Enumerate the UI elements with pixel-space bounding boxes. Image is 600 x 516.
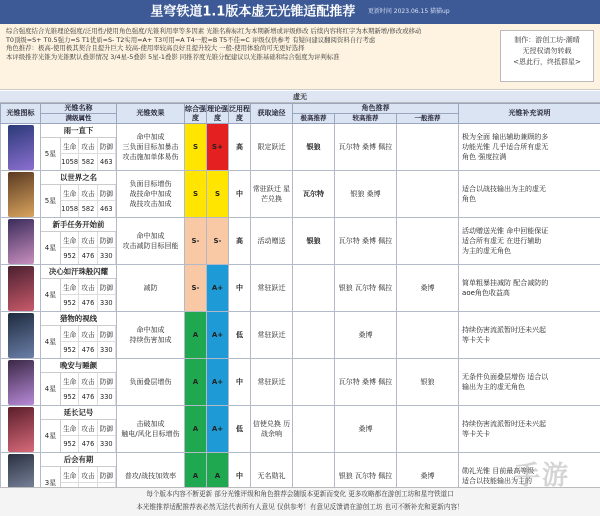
portrait-cell — [1, 312, 41, 359]
effect-cell — [117, 124, 185, 171]
obtain-method: 常驻跃迁 — [251, 312, 293, 359]
table-row — [1, 171, 600, 218]
desc-line: 输出为主的虚无角色 — [462, 383, 526, 391]
lc-rarity: 3星 — [41, 467, 61, 499]
stat-label-def: 防御 — [98, 420, 116, 436]
desc-cell — [459, 171, 600, 218]
role-low — [397, 312, 459, 359]
effect-line: 击破加成 — [136, 420, 165, 428]
lc-name: 猎物的视线 — [41, 312, 116, 326]
role-high: 瓦尔特 — [293, 171, 335, 218]
credit-line: <恩此行，终抵群星> — [513, 58, 581, 66]
info-line: 角色推荐：极高-使用极其契合且提升巨大 较高-使用率较高良好且提升较大 一般-使用体验尚可无更好选择 — [6, 44, 305, 53]
lc-rarity: 4星 — [41, 420, 61, 452]
lc-name: 晚安与睡颜 — [41, 359, 116, 373]
effect-line: 攻击减防目标回能 — [122, 242, 179, 250]
theory-grade: S — [207, 171, 229, 218]
role-low — [397, 171, 459, 218]
stat-label-atk: 攻击 — [79, 138, 97, 154]
effect-line: 战技攻击加成 — [129, 200, 172, 208]
stat-label-hp: 生命 — [61, 420, 79, 436]
lc-rarity: 5星 — [41, 138, 61, 170]
desc-line: 持续伤害流派暂时还未兴起 — [462, 420, 547, 428]
desc-line: 适合以技能输出为主的 — [462, 477, 533, 485]
light-cone-portrait — [8, 125, 34, 170]
effect-cell — [117, 406, 185, 453]
table-row — [1, 124, 600, 171]
lc-name: 后会有期 — [41, 453, 116, 467]
stat-label-atk: 攻击 — [79, 467, 97, 483]
lc-info-cell — [41, 265, 117, 312]
desc-cell — [459, 359, 600, 406]
lc-name: 决心如汗珠般闪耀 — [41, 265, 116, 279]
lc-name: 雨一直下 — [41, 124, 116, 138]
stat-label-hp: 生命 — [61, 138, 79, 154]
stat-def: 330 — [98, 389, 116, 405]
overall-grade: A — [185, 359, 207, 406]
lc-rarity: 4星 — [41, 326, 61, 358]
lc-rarity: 4星 — [41, 232, 61, 264]
col-lc-name: 光锥名称 — [41, 104, 117, 114]
usage-level: 低 — [229, 406, 251, 453]
role-low: 银狼 — [397, 359, 459, 406]
footer-note — [0, 487, 600, 516]
light-cone-portrait — [8, 313, 34, 358]
info-panel — [0, 24, 600, 90]
lc-info-cell — [41, 312, 117, 359]
theory-grade: A+ — [207, 312, 229, 359]
usage-level: 中 — [229, 171, 251, 218]
stat-label-atk: 攻击 — [79, 326, 97, 342]
stat-label-atk: 攻击 — [79, 373, 97, 389]
col-usage: 泛用程度 — [229, 104, 250, 122]
effect-line: 三负面目标加暴击 — [122, 143, 179, 151]
table-row — [1, 265, 600, 312]
stat-label-hp: 生命 — [61, 373, 79, 389]
role-high: 银狼 — [293, 218, 335, 265]
effect-line: 命中加成 — [136, 232, 165, 240]
col-desc: 光锥补充说明 — [459, 104, 600, 124]
stat-label-def: 防御 — [98, 373, 116, 389]
obtain-method: 常驻跃迁 — [251, 265, 293, 312]
desc-line: 适合所有虚无 在进行辅助 — [462, 237, 542, 245]
theory-grade: S+ — [207, 124, 229, 171]
role-mid: 瓦尔特 桑博 佩拉 — [335, 124, 397, 171]
effect-cell — [117, 359, 185, 406]
effect-line: 命中加成 — [136, 326, 165, 334]
stat-label-def: 防御 — [98, 185, 116, 201]
effect-line: 攻击施加单体易伤 — [122, 153, 179, 161]
role-low: 桑博 — [397, 265, 459, 312]
stat-label-hp: 生命 — [61, 232, 79, 248]
footer-line: 每个版本内容不断更新 部分光锥评级和角色推荐会随版本更新而变化 更多攻略都在游创工坊和星穹铁道口 — [146, 490, 454, 498]
obtain-method: 常驻跃迁 — [251, 359, 293, 406]
obtain-method: 信使兑换 历战余响 — [251, 406, 293, 453]
overall-grade: S — [185, 171, 207, 218]
lc-name: 延长记号 — [41, 406, 116, 420]
role-high — [293, 312, 335, 359]
portrait-cell — [1, 171, 41, 218]
col-effect: 光锥效果 — [117, 104, 185, 124]
credit-line: 无授权请勿转载 — [522, 47, 572, 55]
lc-rarity: 4星 — [41, 373, 61, 405]
stat-atk: 476 — [79, 389, 97, 405]
desc-line: 角色 强度拉满 — [462, 153, 507, 161]
theory-grade: S- — [207, 218, 229, 265]
role-high — [293, 406, 335, 453]
desc-cell — [459, 124, 600, 171]
stat-atk: 476 — [79, 295, 97, 311]
desc-line: 无条件负面叠层增伤 适合以 — [462, 373, 549, 381]
stat-hp: 1058 — [61, 201, 79, 217]
role-mid: 桑博 — [335, 406, 397, 453]
lc-name: 新手任务开始前 — [41, 218, 116, 232]
effect-cell — [117, 312, 185, 359]
role-mid: 瓦尔特 桑博 佩拉 — [335, 359, 397, 406]
portrait-cell — [1, 359, 41, 406]
portrait-cell — [1, 124, 41, 171]
lc-info-cell — [41, 171, 117, 218]
col-role-low: 一般推荐 — [397, 114, 459, 124]
usage-level: 中 — [229, 265, 251, 312]
stat-atk: 476 — [79, 342, 97, 358]
stat-label-atk: 攻击 — [79, 232, 97, 248]
usage-level: 中 — [229, 359, 251, 406]
stat-def: 330 — [98, 436, 116, 452]
desc-cell — [459, 312, 600, 359]
role-low — [397, 406, 459, 453]
role-mid: 银狼 瓦尔特 佩拉 — [335, 265, 397, 312]
stat-label-def: 防御 — [98, 326, 116, 342]
desc-line: 等卡关卡 — [462, 336, 491, 344]
effect-line: 战技命中加成 — [129, 190, 172, 198]
overall-grade: S — [185, 124, 207, 171]
lc-rarity: 4星 — [41, 279, 61, 311]
role-mid: 桑博 — [335, 312, 397, 359]
role-low: 桑博 — [397, 453, 459, 500]
desc-cell — [459, 406, 600, 453]
desc-line: 极为全面 输出辅助兼顾的多 — [462, 133, 549, 141]
lc-info-cell — [41, 406, 117, 453]
effect-line: 持续伤害加成 — [129, 336, 172, 344]
theory-grade: A+ — [207, 265, 229, 312]
effect-line: 普攻/战技加效率 — [124, 472, 177, 480]
table-row — [1, 312, 600, 359]
stat-atk: 476 — [79, 248, 97, 264]
stat-hp: 952 — [61, 248, 79, 264]
lc-info-cell — [41, 359, 117, 406]
theory-grade: A — [207, 453, 229, 500]
page-title — [0, 0, 600, 24]
info-line: 本评级推荐光锥为光锥默认叠影情况 3/4星-5叠影 5星-1叠影 同推荐度光锥分配建议以光锥基础和综合强度为评判标准 — [6, 52, 340, 61]
effect-cell — [117, 218, 185, 265]
stat-def: 463 — [98, 154, 116, 170]
light-cone-table — [0, 103, 600, 500]
stat-hp: 1058 — [61, 154, 79, 170]
overall-grade: A — [185, 453, 207, 500]
stat-label-def: 防御 — [98, 232, 116, 248]
desc-line: 功能光锥 几乎适合所有虚无 — [462, 143, 549, 151]
effect-cell — [117, 265, 185, 312]
stat-def: 330 — [98, 248, 116, 264]
desc-line: 活动赠送光锥 命中回能保证 — [462, 227, 549, 235]
lc-name: 以世界之名 — [41, 171, 116, 185]
desc-line: aoe角色收益高 — [462, 289, 510, 297]
usage-level: 高 — [229, 218, 251, 265]
col-icon: 光锥图标 — [1, 104, 41, 124]
stat-hp: 952 — [61, 342, 79, 358]
effect-line: 负面叠层增伤 — [129, 378, 172, 386]
portrait-cell — [1, 406, 41, 453]
stat-atk: 476 — [79, 436, 97, 452]
desc-line: 角色 — [462, 195, 477, 203]
col-role-mid: 较高推荐 — [335, 114, 397, 124]
stat-label-def: 防御 — [98, 467, 116, 483]
overall-grade: S- — [185, 265, 207, 312]
usage-level: 高 — [229, 124, 251, 171]
table-row — [1, 218, 600, 265]
col-theory: 理论强度 — [207, 104, 228, 122]
light-cone-portrait — [8, 407, 34, 452]
table-row — [1, 359, 600, 406]
effect-cell — [117, 171, 185, 218]
desc-line: 持续伤害流派暂时还未兴起 — [462, 326, 547, 334]
update-timestamp: 更新时间 2023.06.15 猫猫up — [367, 8, 450, 15]
light-cone-portrait — [8, 266, 34, 311]
stat-hp: 952 — [61, 295, 79, 311]
effect-line: 负面目标增伤 — [129, 180, 172, 188]
col-obtain: 获取途径 — [251, 104, 293, 124]
col-lc-sub: 满级属性 — [41, 114, 117, 124]
col-overall: 综合强度 — [185, 104, 206, 122]
desc-line: 为主的虚无角色 — [462, 247, 512, 255]
stat-atk: 582 — [79, 201, 97, 217]
role-mid: 银狼 瓦尔特 佩拉 — [335, 453, 397, 500]
effect-line: 减防 — [143, 284, 158, 292]
role-mid: 银狼 桑博 — [335, 171, 397, 218]
overall-grade: A — [185, 406, 207, 453]
title-text: 星穹铁道1.1版本虚无光锥适配推荐 — [150, 4, 356, 20]
portrait-cell — [1, 218, 41, 265]
role-high — [293, 359, 335, 406]
col-role: 角色推荐 — [293, 104, 459, 114]
stat-def: 330 — [98, 295, 116, 311]
credit-box — [500, 30, 594, 82]
lc-info-cell — [41, 124, 117, 171]
effect-line: 命中加成 — [136, 133, 165, 141]
portrait-cell — [1, 265, 41, 312]
stat-hp: 952 — [61, 389, 79, 405]
stat-label-atk: 攻击 — [79, 420, 97, 436]
stat-label-hp: 生命 — [61, 185, 79, 201]
info-line: 综合强度结合光锥理论强度/泛用性/使用角色强度/光锥利用率等多因素 光锥名称标红为本期新增或评级修改 后续内容将红字为本期新增/修改或移动 — [6, 27, 422, 35]
stat-label-atk: 攻击 — [79, 279, 97, 295]
rating-legend — [6, 27, 494, 61]
footer-line: 本光锥推荐适配推荐表必然无法代表所有人意见 仅供参考！有意见反馈请在游创工坊 也可不断补充和更新内容！ — [136, 503, 464, 511]
light-cone-portrait — [8, 219, 34, 264]
overall-grade: A — [185, 312, 207, 359]
stat-label-def: 防御 — [98, 138, 116, 154]
stat-def: 330 — [98, 342, 116, 358]
desc-cell — [459, 218, 600, 265]
light-cone-portrait — [8, 172, 34, 217]
stat-hp: 952 — [61, 436, 79, 452]
obtain-method: 限定跃迁 — [251, 124, 293, 171]
info-line: T0顶级=S+ T0.5强力=S T1优质=S- T2实用=A+ T3可用=A T4一般=B T5不佳=C 评级仅供参考 有疑问建议翻阅资料自行考虑 — [6, 35, 376, 44]
effect-line: 触电/风化目标增伤 — [121, 430, 180, 438]
role-mid: 瓦尔特 桑博 佩拉 — [335, 218, 397, 265]
stat-atk: 582 — [79, 154, 97, 170]
stat-label-atk: 攻击 — [79, 185, 97, 201]
stat-label-hp: 生命 — [61, 279, 79, 295]
credit-line: 制作：游创工坊-潮晴 — [514, 36, 580, 44]
lc-rarity: 5星 — [41, 185, 61, 217]
role-low — [397, 218, 459, 265]
col-role-high: 极高推荐 — [293, 114, 335, 124]
role-high — [293, 265, 335, 312]
stat-label-def: 防御 — [98, 279, 116, 295]
lc-info-cell — [41, 218, 117, 265]
stat-label-hp: 生命 — [61, 467, 79, 483]
obtain-method: 常驻跃迁 星芒兑换 — [251, 171, 293, 218]
stat-label-hp: 生命 — [61, 326, 79, 342]
desc-line: 适合以战技输出为主的虚无 — [462, 185, 547, 193]
usage-level: 中 — [229, 453, 251, 500]
obtain-method: 活动赠送 — [251, 218, 293, 265]
desc-line: 等卡关卡 — [462, 430, 491, 438]
theory-grade: A+ — [207, 359, 229, 406]
desc-line: 勋礼光锥 目前最高等级 — [462, 467, 535, 475]
section-header: 虚无 — [0, 91, 600, 103]
overall-grade: S- — [185, 218, 207, 265]
role-low — [397, 124, 459, 171]
obtain-method: 无名勋礼 — [251, 453, 293, 500]
role-high: 银狼 — [293, 124, 335, 171]
usage-level: 低 — [229, 312, 251, 359]
table-row — [1, 406, 600, 453]
desc-line: 简单粗暴挂减防 配合减防的 — [462, 279, 549, 287]
watermark: 手游 — [513, 461, 570, 491]
light-cone-portrait — [8, 360, 34, 405]
desc-cell — [459, 265, 600, 312]
stat-def: 463 — [98, 201, 116, 217]
theory-grade: A+ — [207, 406, 229, 453]
